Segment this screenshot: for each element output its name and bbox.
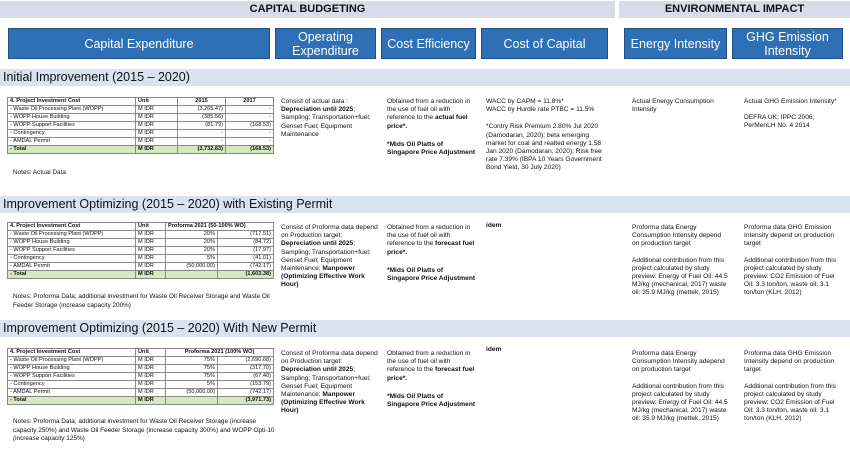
s1-energy-text: Actual Energy Consumption Intensity bbox=[632, 98, 714, 114]
row-value: (2,690.68) bbox=[218, 357, 274, 365]
s1-ghg-text bbox=[744, 98, 844, 131]
opex-b: Depreciation until 2025 bbox=[281, 366, 354, 374]
ghg-intensity-label: GHG Emission Intensity bbox=[746, 29, 829, 58]
table-row bbox=[8, 239, 274, 247]
table-row bbox=[8, 381, 274, 389]
opex-a: Consist of Proforma data depend on Production target: bbox=[281, 224, 378, 240]
s3-investment-table bbox=[7, 348, 274, 405]
energy-intensity-tile bbox=[624, 28, 727, 59]
total-label: - Total bbox=[8, 397, 136, 405]
header-cell: 4. Project Investment Cost bbox=[8, 98, 136, 106]
row-label: - AMDAL Permit bbox=[8, 263, 136, 271]
row-value: - bbox=[226, 130, 274, 138]
total-share bbox=[166, 397, 218, 405]
capex-label: Capital Expenditure bbox=[84, 36, 194, 51]
s3-ghg-text bbox=[744, 350, 844, 424]
table-row bbox=[8, 122, 274, 130]
row-share: 75% bbox=[166, 373, 218, 381]
row-value: (3,265.47) bbox=[178, 106, 226, 114]
header-cell: Proforma 2021 (50-100% WO) bbox=[166, 223, 274, 231]
s3-opex-text bbox=[281, 350, 378, 416]
opex-tile bbox=[275, 28, 376, 59]
row-unit: M IDR bbox=[136, 138, 178, 146]
s2-ghg-text bbox=[744, 224, 844, 298]
row-unit: M IDR bbox=[136, 255, 166, 263]
total-value: (3,971.73) bbox=[218, 397, 274, 405]
ghg-p2: Additional contribution from this project calculated by study preview: CO2 Emission of Fuel Oil: 3.3 ton/ton, waste oil: 3.1 ton/ton (KLH, 2012) bbox=[744, 256, 836, 297]
row-share: 5% bbox=[166, 381, 218, 389]
row-label: - WOPP Support Facilities bbox=[8, 247, 136, 255]
s3-coc-text: idem bbox=[486, 346, 502, 353]
row-value: (17.97) bbox=[218, 247, 274, 255]
row-label: - Waste Oil Processing Plant (WOPP) bbox=[8, 106, 136, 114]
s2-note: Notes: Proforma Data; additional investment for Waste Oil Receiver Storage and Waste Oil Feeder Storage (increase capacity 200%) bbox=[13, 293, 270, 309]
table-row bbox=[8, 389, 274, 397]
environmental-impact-header: ENVIRONMENTAL IMPACT bbox=[619, 1, 850, 18]
energy-p2: Additional contribution from this project calculated by study preview: Energy of Fuel Oil: 44.5 MJ/kg (mechanical, 2017) waste oil: 35.9 MJ/kg (mettek, 2015) bbox=[632, 256, 728, 297]
total-label: - Total bbox=[8, 146, 136, 154]
s3-efficiency-text bbox=[387, 350, 477, 409]
row-share: 20% bbox=[166, 239, 218, 247]
s1-efficiency-text bbox=[387, 98, 477, 157]
opex-d: Manpower (Optimizing Effective Work Hour) bbox=[281, 265, 365, 289]
ghg-line1: Actual GHG Emission Intensity* bbox=[744, 98, 837, 105]
total-unit: M IDR bbox=[136, 397, 166, 405]
header-cell: Unit bbox=[136, 223, 166, 231]
ghg-intensity-tile bbox=[732, 28, 843, 59]
row-share: 75% bbox=[166, 365, 218, 373]
total-label: - Total bbox=[8, 271, 136, 279]
coc-detail: *Contry Risk Premium 2.80% Jul 2020 (Damodaran, 2020); beta emerging market for coal and realted energy 1.58 Jan 2020 (Damodaran, 2020); Risk free rate 7.39% (IBPA 10 Years Government Bond Yield, 30 July 2020) bbox=[486, 123, 602, 172]
table-row bbox=[8, 373, 274, 381]
row-value: (717.51) bbox=[218, 231, 274, 239]
row-label: - WOPP House Building bbox=[8, 114, 136, 122]
row-label: - AMDAL Permit bbox=[8, 389, 136, 397]
row-value: - bbox=[178, 138, 226, 146]
cost-of-capital-label: Cost of Capital bbox=[503, 36, 586, 51]
ghg-p1: Proforma data GHG Emission Intensity depend on production target bbox=[744, 350, 835, 374]
row-unit: M IDR bbox=[136, 357, 166, 365]
table-row bbox=[8, 138, 274, 146]
table-total-row bbox=[8, 146, 274, 154]
row-unit: M IDR bbox=[136, 365, 166, 373]
row-label: - AMDAL Permit bbox=[8, 138, 136, 146]
row-share: 20% bbox=[166, 231, 218, 239]
efficiency-note: *Mids Oil Platts of Singapore Price Adjustment bbox=[387, 266, 476, 283]
row-label: - Waste Oil Processing Plant (WOPP) bbox=[8, 357, 136, 365]
opex-c: ; Sampling; Transportation+fuel; Genset Fuel; Equipment Maintenance; bbox=[281, 366, 371, 399]
row-value: (81.79) bbox=[178, 122, 226, 130]
row-unit: M IDR bbox=[136, 114, 178, 122]
table-header-row bbox=[8, 349, 274, 357]
efficiency-text: Obtained from a reduction in the use of fuel oil with reference to the bbox=[387, 350, 471, 374]
row-share: (50,000.00) bbox=[166, 263, 218, 271]
ghg-line2: DEFRA UK; IPPC 2006; PerMenLH No. 4 2014 bbox=[744, 114, 815, 130]
table-row bbox=[8, 365, 274, 373]
table-total-row bbox=[8, 397, 274, 405]
energy-intensity-label: Energy Intensity bbox=[630, 36, 721, 51]
row-unit: M IDR bbox=[136, 381, 166, 389]
row-unit: M IDR bbox=[136, 122, 178, 130]
row-value: (67.40) bbox=[218, 373, 274, 381]
opex-rest: ; Sampling; Transportation+fuel; Genset Fuel; Equipment Maintenance bbox=[281, 106, 371, 138]
row-value: (385.56) bbox=[178, 114, 226, 122]
wacc-hurdle: WACC by Hurdle rate PTBC = 11.5% bbox=[486, 106, 595, 114]
total-value: (168.53) bbox=[226, 146, 274, 154]
opex-intro: Consist of actual data : bbox=[281, 98, 349, 105]
row-label: - WOPP House Building bbox=[8, 239, 136, 247]
s1-coc-text bbox=[486, 98, 610, 173]
header-cell: Unit bbox=[136, 349, 166, 357]
capex-tile bbox=[8, 28, 270, 59]
row-value: - bbox=[178, 130, 226, 138]
cost-efficiency-tile bbox=[381, 28, 476, 59]
table-row bbox=[8, 130, 274, 138]
header-cell: 4. Project Investment Cost bbox=[8, 223, 136, 231]
row-value: (317.70) bbox=[218, 365, 274, 373]
table-row bbox=[8, 263, 274, 271]
row-value: (742.17) bbox=[218, 263, 274, 271]
opex-a: Consist of Proforma data depend on Production target: bbox=[281, 350, 378, 366]
header-cell: 2015 bbox=[178, 98, 226, 106]
table-row bbox=[8, 255, 274, 263]
row-unit: M IDR bbox=[136, 106, 178, 114]
row-label: - Contingency bbox=[8, 381, 136, 389]
opex-d: Manpower (Optimizing Effective Work Hour) bbox=[281, 391, 365, 415]
header-cell: Proforma 2021 (100% WO) bbox=[166, 349, 274, 357]
row-value: - bbox=[226, 114, 274, 122]
table-row bbox=[8, 357, 274, 365]
s3-note: Notes: Proforma Data; additional investment for Waste Oil Receiver Storage (increase capacity 250%) and Waste Oil Feeder Storage (increase capacity 300%) and WOPP Opti-10 (increase capacity 125%) bbox=[13, 418, 275, 443]
efficiency-bold: forecast fuel price*. bbox=[387, 240, 475, 256]
s2-energy-text bbox=[632, 224, 730, 298]
row-label: - Contingency bbox=[8, 255, 136, 263]
section-new-permit-title: Improvement Optimizing (2015 – 2020) With New Permit bbox=[0, 320, 850, 337]
row-unit: M IDR bbox=[136, 247, 166, 255]
efficiency-bold: forecast fuel price*. bbox=[387, 366, 475, 382]
row-value: (153.79) bbox=[218, 381, 274, 389]
header-cell: 4. Project Investment Cost bbox=[8, 349, 136, 357]
section-initial-title: Initial Improvement (2015 – 2020) bbox=[0, 69, 850, 86]
row-unit: M IDR bbox=[136, 130, 178, 138]
row-value: (84.72) bbox=[218, 239, 274, 247]
row-label: - WOPP Support Facilities bbox=[8, 373, 136, 381]
total-value: (1,603.38) bbox=[218, 271, 274, 279]
table-header-row bbox=[8, 223, 274, 231]
efficiency-note: *Mids Oil Platts of Singapore Price Adjustment bbox=[387, 392, 476, 409]
header-cell: Unit bbox=[136, 98, 178, 106]
table-row bbox=[8, 231, 274, 239]
s3-energy-text bbox=[632, 350, 730, 424]
wacc-capm: WACC by CAPM = 11.8%* bbox=[486, 98, 564, 105]
row-label: - WOPP Support Facilities bbox=[8, 122, 136, 130]
opex-c: ; Sampling; Transportation+fuel; Genset Fuel; Equipment Maintenance; bbox=[281, 240, 371, 273]
cost-efficiency-label: Cost Efficiency bbox=[387, 36, 470, 51]
row-unit: M IDR bbox=[136, 263, 166, 271]
ghg-p2: Additional contribution from this project calculated by study preview: CO2 Emission of Fuel Oil: 3.3 ton/ton, waste oil: 3.1 ton/ton (KLH, 2012) bbox=[744, 382, 836, 423]
row-share: (50,000.00) bbox=[166, 389, 218, 397]
row-share: 5% bbox=[166, 255, 218, 263]
row-unit: M IDR bbox=[136, 373, 166, 381]
efficiency-note: *Mids Oil Platts of Singapore Price Adjustment bbox=[387, 140, 476, 157]
header-cell: 2017 bbox=[226, 98, 274, 106]
s2-opex-text bbox=[281, 224, 378, 290]
efficiency-text: Obtained from a reduction in the use of fuel oil with reference to the bbox=[387, 98, 471, 122]
energy-p2: Additional contribution from this project calculated by study preview: Energy of Fuel Oil: 44.5 MJ/kg (mechanical, 2017) waste oil: 35.9 MJ/kg (mettek, 2015) bbox=[632, 382, 728, 423]
row-label: - Waste Oil Processing Plant (WOPP) bbox=[8, 231, 136, 239]
row-label: - Contingency bbox=[8, 130, 136, 138]
total-unit: M IDR bbox=[136, 271, 166, 279]
row-share: 20% bbox=[166, 247, 218, 255]
s2-investment-table bbox=[7, 222, 274, 279]
row-value: (168.53) bbox=[226, 122, 274, 130]
table-row bbox=[8, 247, 274, 255]
total-value: (3,732.83) bbox=[178, 146, 226, 154]
s2-coc-text: idem bbox=[486, 222, 502, 229]
row-value: - bbox=[226, 138, 274, 146]
row-label: - WOPP House Building bbox=[8, 365, 136, 373]
row-value: - bbox=[226, 106, 274, 114]
row-value: (41.01) bbox=[218, 255, 274, 263]
table-row bbox=[8, 114, 274, 122]
opex-bold: Depreciation until 2025 bbox=[281, 106, 354, 114]
efficiency-text: Obtained from a reduction in the use of fuel oil with reference to the bbox=[387, 224, 471, 248]
row-share: 75% bbox=[166, 357, 218, 365]
cost-of-capital-tile bbox=[481, 28, 608, 59]
opex-b: Depreciation until 2025 bbox=[281, 240, 354, 248]
total-share bbox=[166, 271, 218, 279]
s2-efficiency-text bbox=[387, 224, 477, 283]
capital-budgeting-header: CAPITAL BUDGETING bbox=[0, 1, 615, 18]
efficiency-bold: actual fuel price*. bbox=[387, 114, 468, 130]
energy-p1: Proforma data Energy Consumption Intensity adepend on production target bbox=[632, 350, 725, 374]
energy-p1: Proforma data Energy Consumption Intensity depend on production target bbox=[632, 224, 722, 248]
total-unit: M IDR bbox=[136, 146, 178, 154]
s1-opex-text bbox=[281, 98, 377, 139]
section-existing-permit-title: Improvement Optimizing (2015 – 2020) with Existing Permit bbox=[0, 196, 850, 213]
s1-investment-table bbox=[7, 97, 274, 154]
row-value: (742.17) bbox=[218, 389, 274, 397]
row-unit: M IDR bbox=[136, 239, 166, 247]
row-unit: M IDR bbox=[136, 389, 166, 397]
opex-label: Operating Expenditure bbox=[292, 29, 359, 58]
ghg-p1: Proforma data GHG Emission Intensity depend on production target bbox=[744, 224, 835, 248]
table-row bbox=[8, 106, 274, 114]
table-header-row bbox=[8, 98, 274, 106]
table-total-row bbox=[8, 271, 274, 279]
s1-note: Notes: Actual Data bbox=[13, 169, 66, 176]
row-unit: M IDR bbox=[136, 231, 166, 239]
